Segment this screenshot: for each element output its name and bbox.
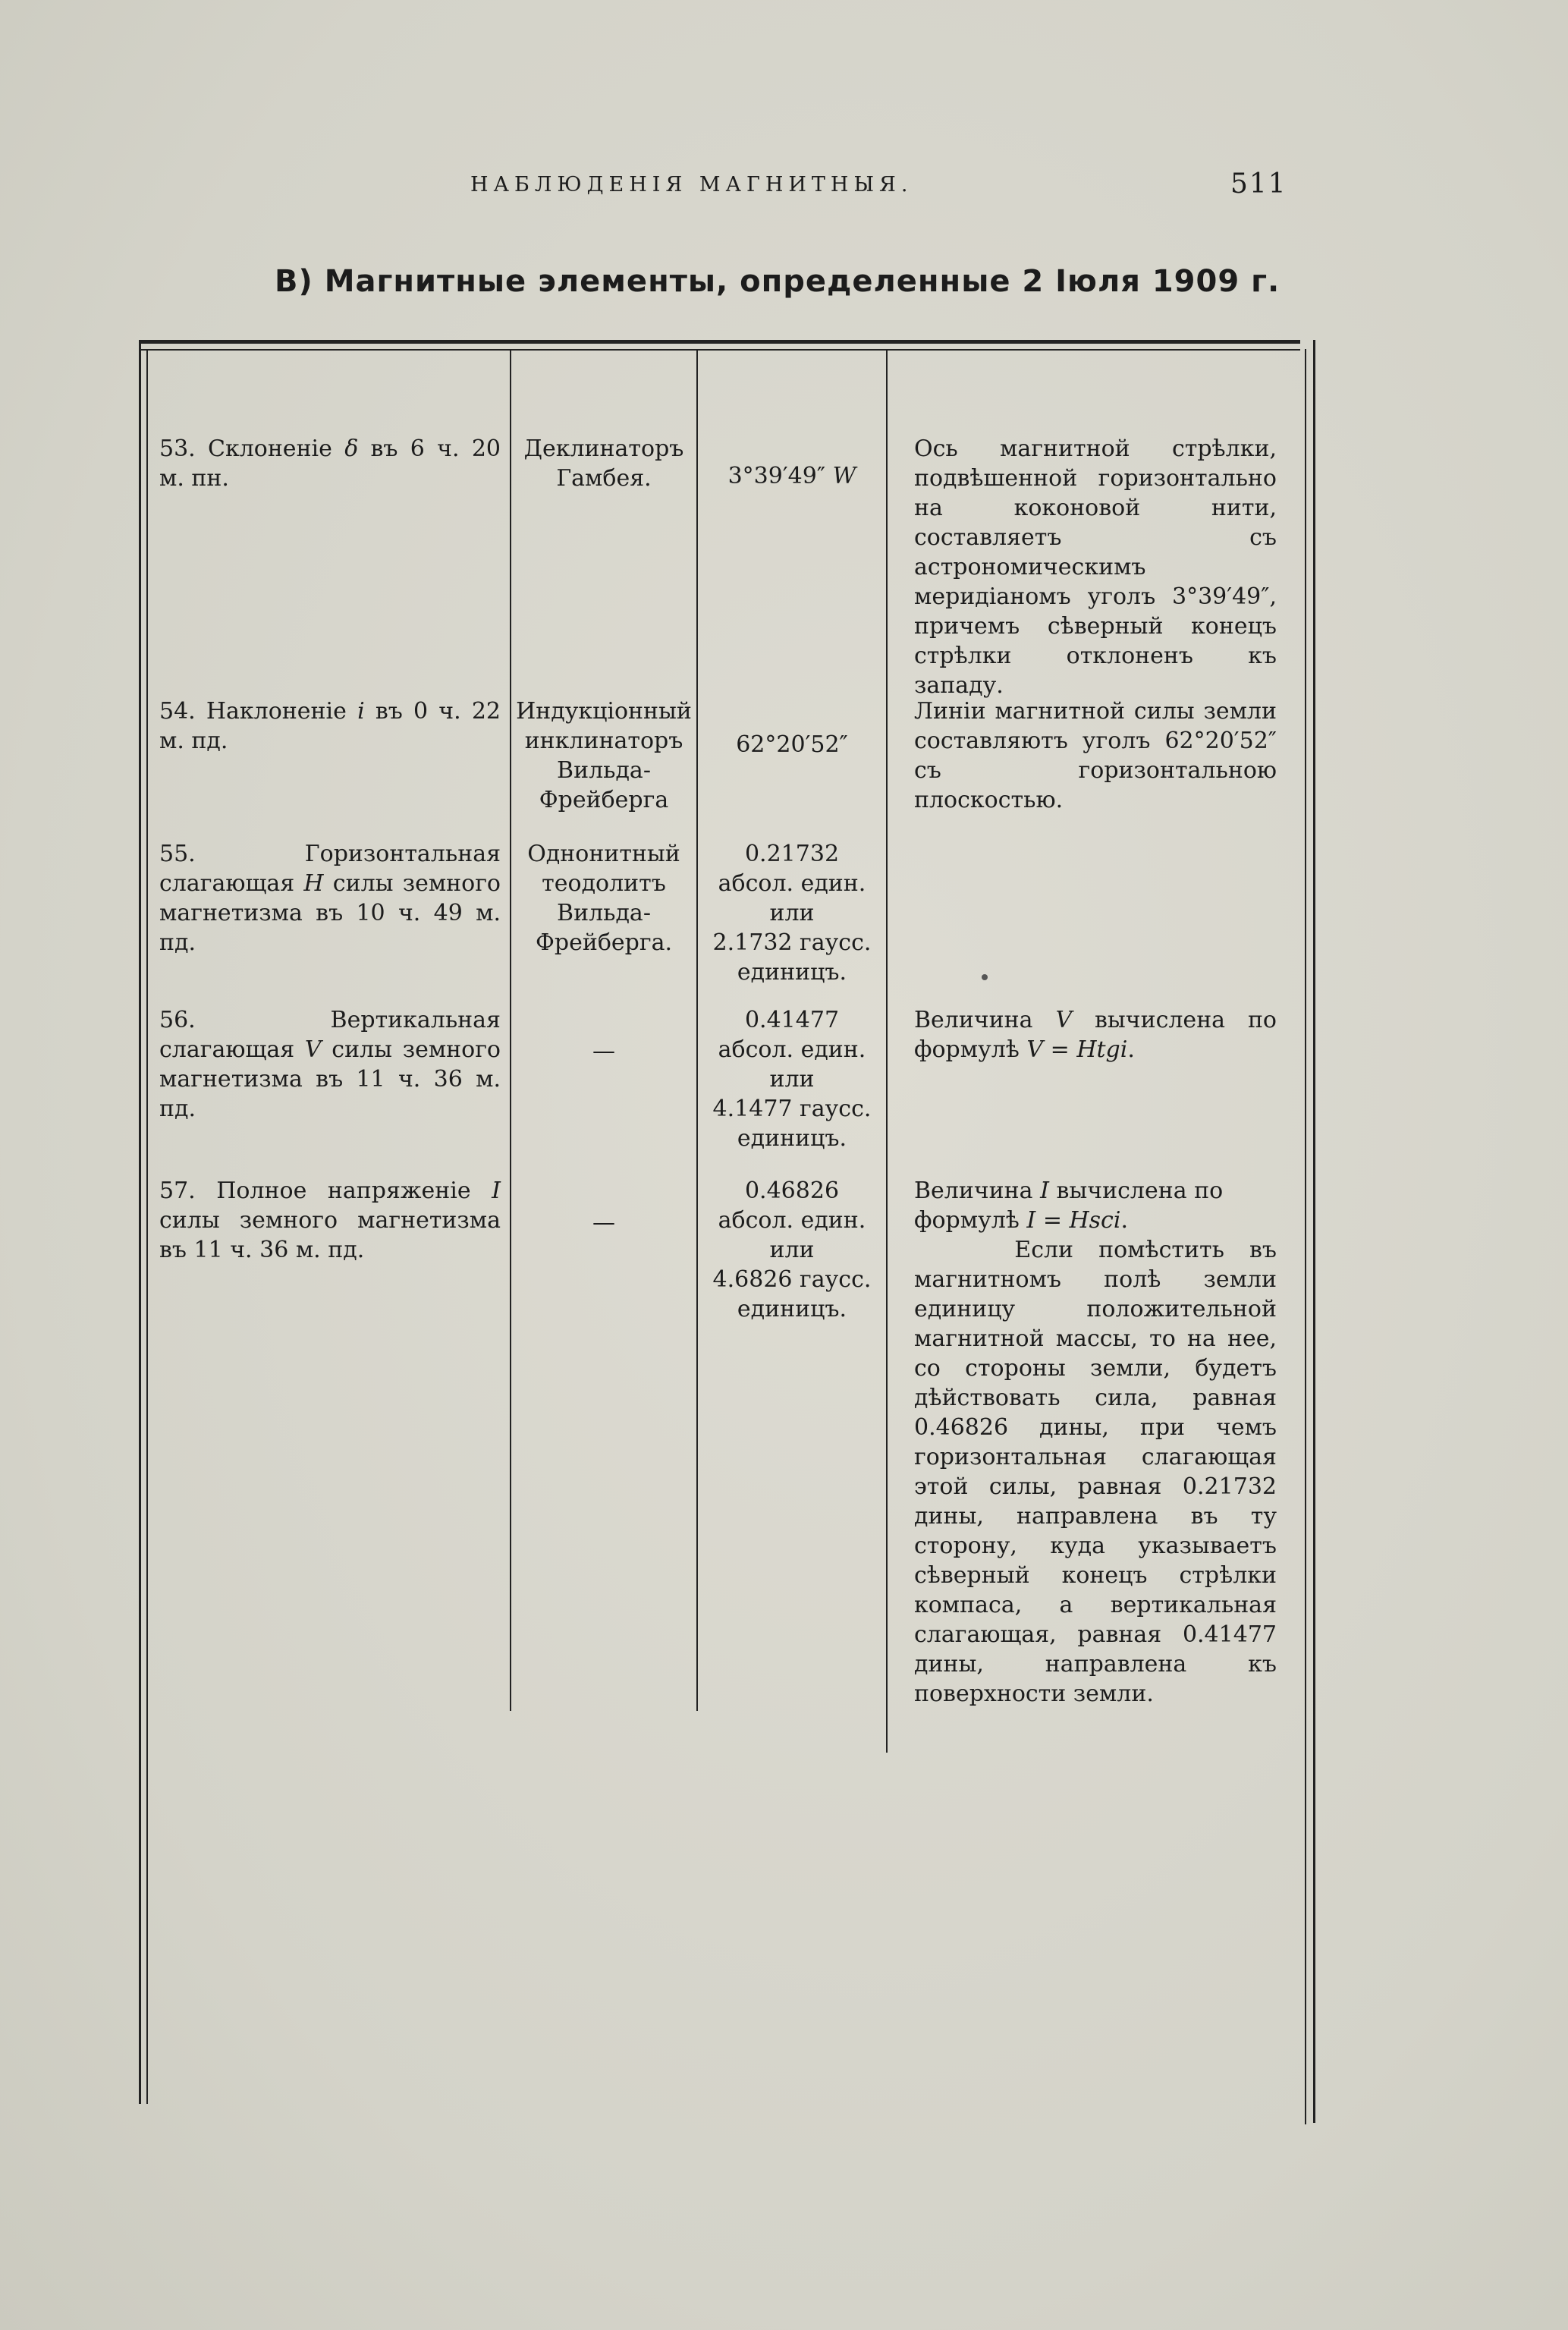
table-left-rule-inner: [146, 349, 148, 2104]
table-left-rule-outer: [139, 340, 141, 2104]
table-cell-element: 57. Полное напряженіе I силы земного магнетизма въ 11 ч. 36 м. пд.: [159, 1178, 501, 1263]
stray-dot-mark: [982, 974, 988, 980]
table-cell-element: 54. Наклоненіе i въ 0 ч. 22 м. пд.: [159, 698, 501, 754]
table-cell-instrument: —: [592, 1209, 615, 1236]
table-cell-note: Величина V вычислена по формулѣ V = Htgi.: [914, 1007, 1277, 1063]
table-right-rule-outer: [1313, 340, 1315, 2123]
table-cell-note: Линіи магнитной силы земли составляютъ уголъ 62°20′52″ съ горизонтальною плоскостью.: [914, 698, 1277, 813]
table-cell-element: 55. Горизонтальная слагающая H силы земного магнетизма въ 10 ч. 49 м. пд.: [159, 841, 501, 956]
table-cell-instrument: Деклинаторъ Гамбея.: [523, 435, 684, 492]
table-top-rule-thick: [139, 340, 1300, 344]
table-cell-value: 3°39′49″ W: [727, 463, 856, 489]
table-cell-value: 62°20′52″: [736, 731, 848, 758]
table-cell-instrument: Индукціонный инклинаторъ Вильда-Фрейберга: [516, 698, 692, 813]
running-head: НАБЛЮДЕНІЯ МАГНИТНЫЯ.: [470, 173, 913, 197]
table-cell-note: Ось магнитной стрѣлки, подвѣшенной горизонтально на коконовой нити, составляетъ съ астрономическимъ меридіаномъ уголъ 3°39′49″, причемъ сѣверный конецъ стрѣлки отклоненъ къ западу.: [914, 435, 1277, 699]
table-cell-value: 0.46826 абсол. един. или 4.6826 гаусс. единицъ.: [712, 1178, 872, 1322]
table-right-rule-inner: [1305, 349, 1306, 2124]
section-title: В) Магнитные элементы, определенные 2 Іюля 1909 г.: [275, 264, 1280, 299]
table-top-rule-thin: [139, 349, 1300, 351]
table-cell-instrument: Однонитный теодолитъ Вильда-Фрейберга.: [527, 841, 680, 956]
column-divider-3: [886, 349, 888, 1753]
column-divider-1: [510, 349, 511, 1711]
column-divider-2: [696, 349, 698, 1711]
table-cell-element: 56. Вертикальная слагающая V силы земного магнетизма въ 11 ч. 36 м. пд.: [159, 1007, 501, 1122]
table-cell-element: 53. Склоненіе δ въ 6 ч. 20 м. пн.: [159, 435, 501, 492]
page-number: 511: [1230, 168, 1287, 200]
table-cell-note: Величина I вычислена по формулѣ I = Hsci. Если помѣстить въ магнитномъ полѣ земли единицу положительной магнитной массы, то на нее, со стороны земли, будетъ дѣйствовать сила, равная 0.46826 дины, при чемъ горизонтальная слагающая этой силы, равная 0.21732 дины, направлена въ ту сторону, куда указываетъ сѣверный конецъ стрѣлки компаса, а вертикальная слагающая, равная 0.41477 дины, направлена къ поверхности земли.: [914, 1178, 1277, 1707]
table-cell-value: 0.21732 абсол. един. или 2.1732 гаусс. единицъ.: [712, 841, 872, 986]
table-cell-instrument: —: [592, 1038, 615, 1064]
table-cell-value: 0.41477 абсол. един. или 4.1477 гаусс. единицъ.: [712, 1007, 872, 1152]
